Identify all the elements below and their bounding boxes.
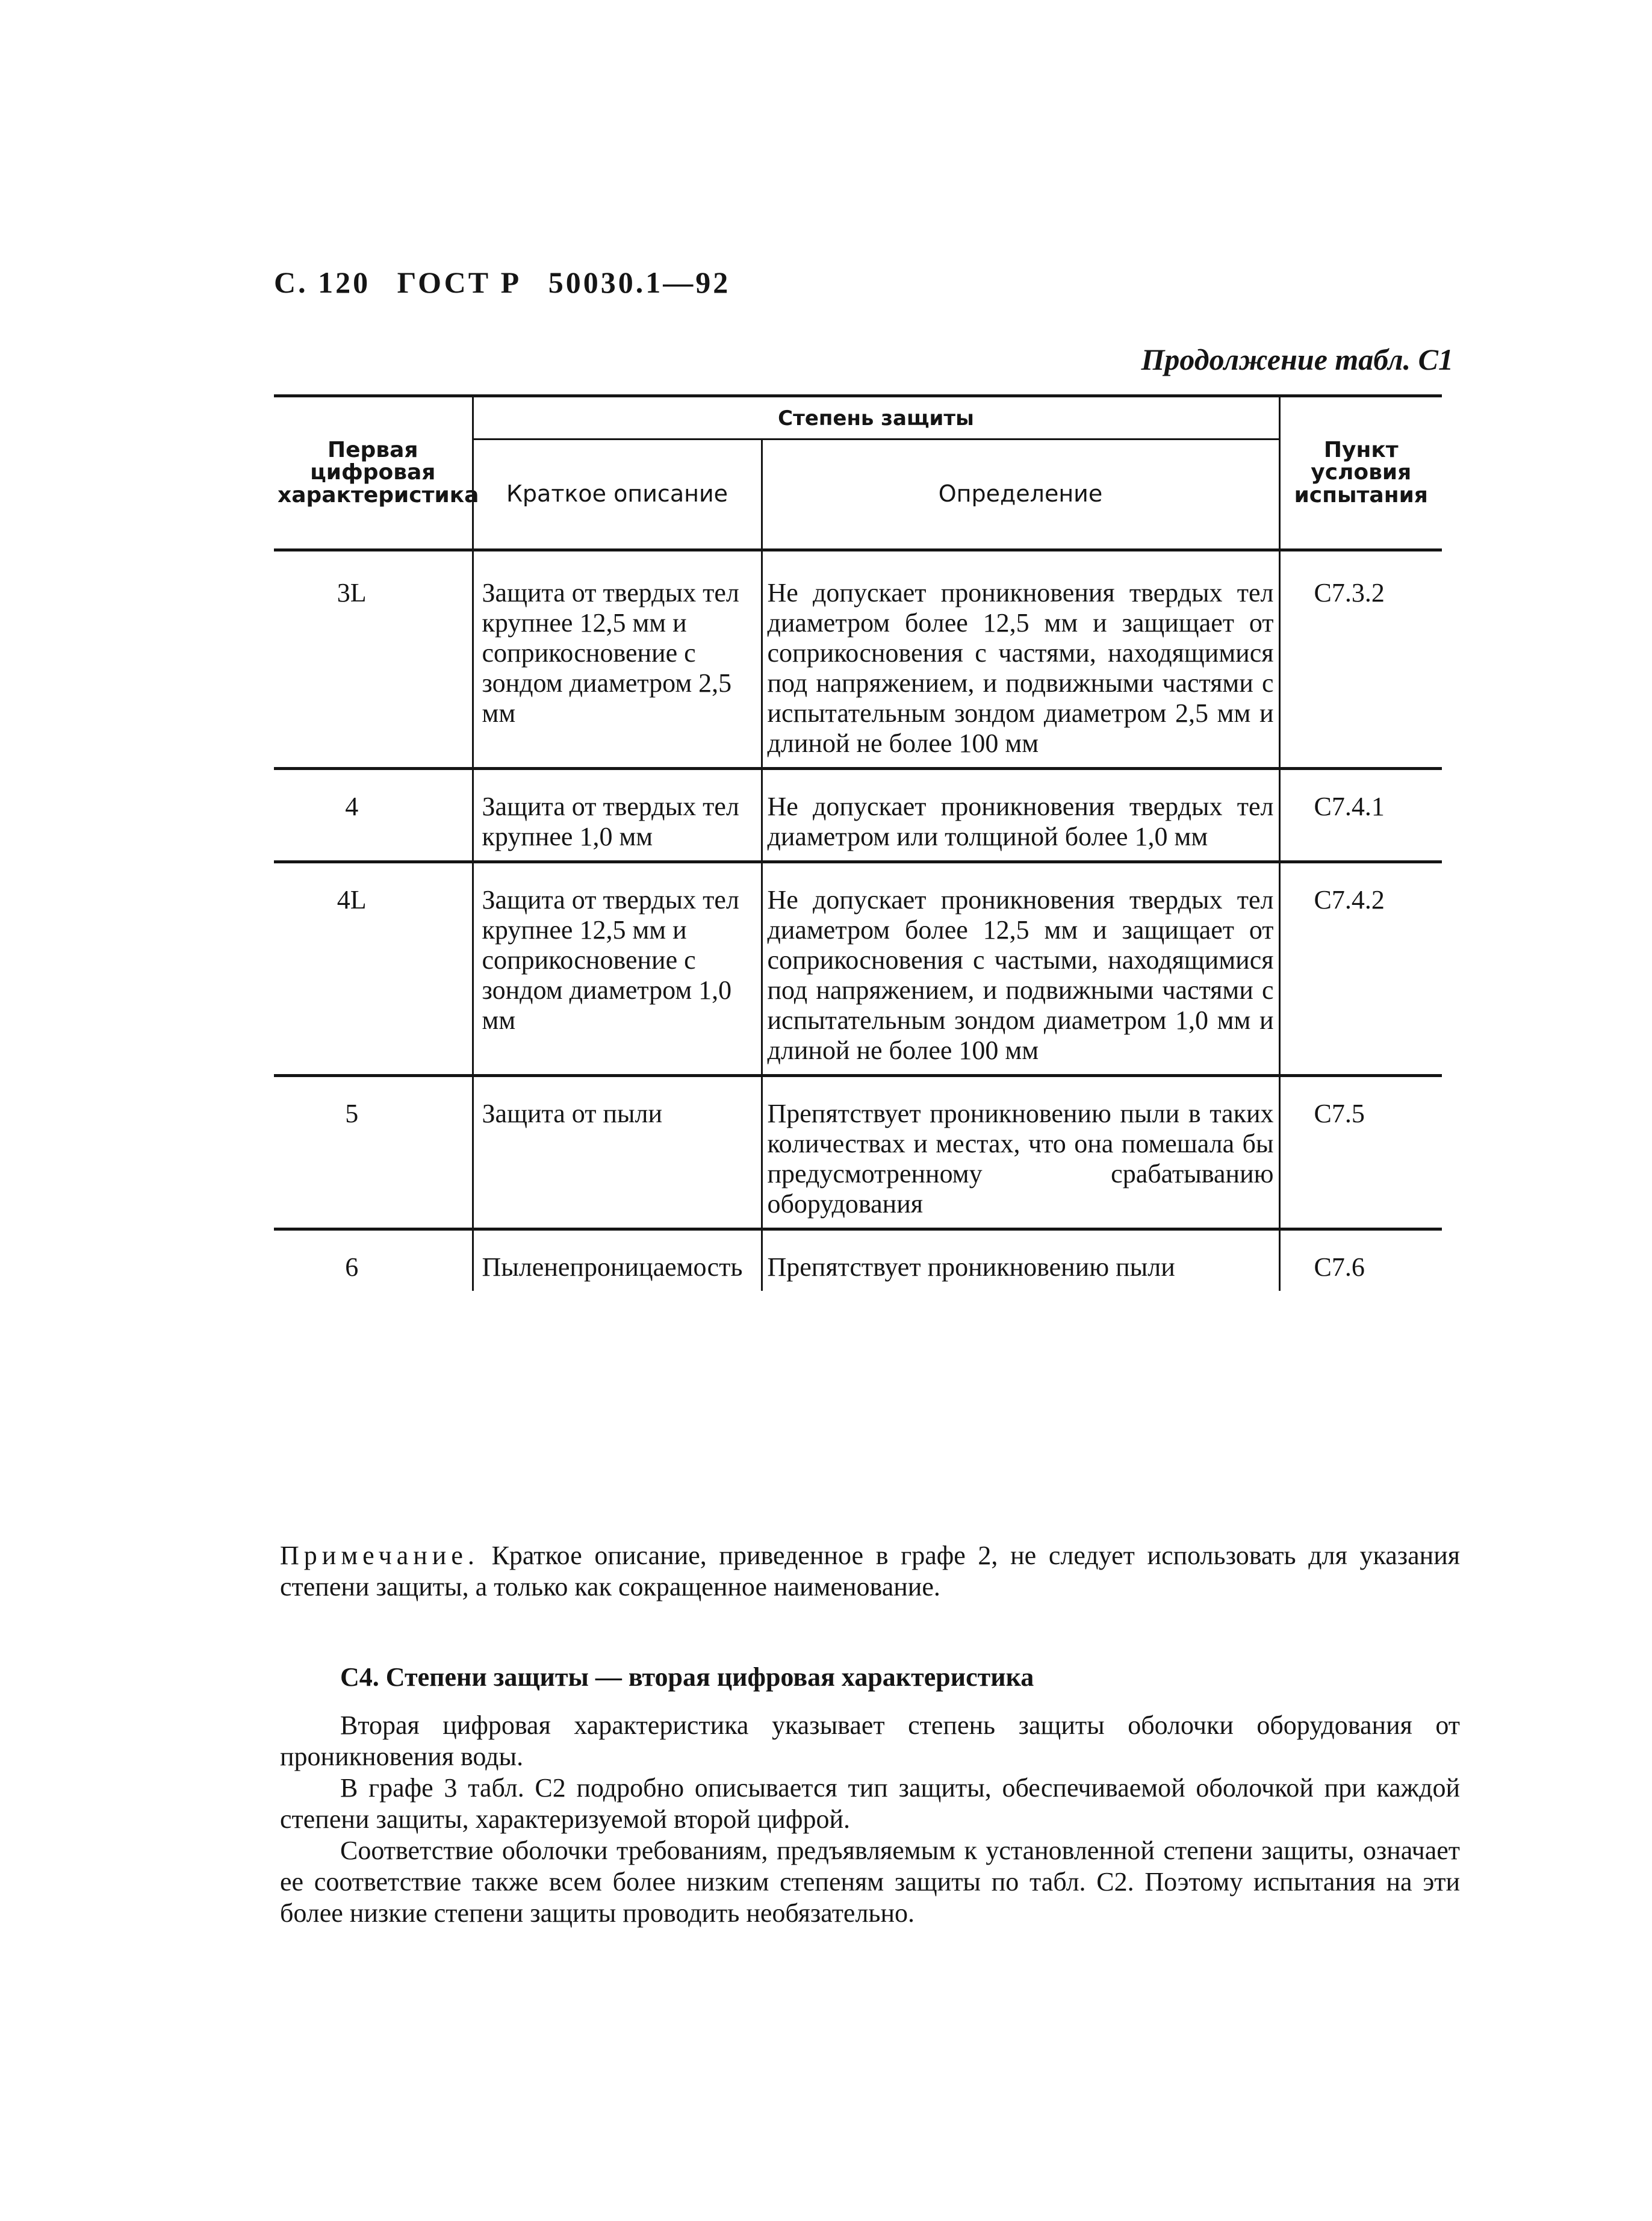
table-row <box>274 1229 1442 1291</box>
table-note <box>280 1540 1460 1603</box>
page-number: С. 120 <box>274 266 371 299</box>
cell-test-clause: С7.6 <box>1279 1229 1442 1291</box>
cell-test-clause: С7.4.2 <box>1279 862 1442 1075</box>
cell-definition: Не допускает проникновения твердых тел диаметром или толщиной более 1,0 мм <box>762 768 1279 862</box>
cell-code: 6 <box>274 1229 473 1291</box>
table-continuation-label: Продолжение табл. С1 <box>1141 343 1453 376</box>
standard-number: 50030.1—92 <box>548 266 731 299</box>
page-header <box>274 265 747 300</box>
paragraph: Соответствие оболочки требованиям, предъявляемым к установленной степени защиты, означает ее соответствие также всем более низким степеням защиты по табл. С2. Поэтому испытания на эти более низкие степени защиты проводить необязательно. <box>280 1836 1460 1928</box>
group-header-protection-degree: Степень защиты <box>473 396 1279 440</box>
cell-short-description: Защита от пыли <box>473 1075 762 1229</box>
cell-code: 4 <box>274 768 473 862</box>
cell-code: 5 <box>274 1075 473 1229</box>
col-header-first-digit: Первая цифровая характеристика <box>274 396 473 550</box>
cell-test-clause: С7.4.1 <box>1279 768 1442 862</box>
paragraph: Вторая цифровая характеристика указывает степень защиты оболочки оборудования от проникновения воды. <box>280 1710 1460 1771</box>
table-row <box>274 768 1442 862</box>
cell-short-description: Защита от твердых тел крупнее 1,0 мм <box>473 768 762 862</box>
cell-short-description: Пыленепроницаемость <box>473 1229 762 1291</box>
cell-code: 3L <box>274 550 473 768</box>
cell-definition: Препятствует проникновению пыли в таких количествах и местах, что она помешала бы предусмотренному срабатыванию оборудования <box>762 1075 1279 1229</box>
protection-degree-table <box>274 394 1442 1291</box>
table-row <box>274 862 1442 1075</box>
col-header-test-clause: Пункт условия испытания <box>1279 396 1442 550</box>
cell-code: 4L <box>274 862 473 1075</box>
cell-test-clause: С7.3.2 <box>1279 550 1442 768</box>
cell-short-description: Защита от твердых тел крупнее 12,5 мм и соприкосновение с зондом диаметром 1,0 мм <box>473 862 762 1075</box>
note-label: Примечание. <box>280 1541 479 1570</box>
cell-short-description: Защита от твердых тел крупнее 12,5 мм и соприкосновение с зондом диаметром 2,5 мм <box>473 550 762 768</box>
standard-label: ГОСТ Р <box>397 266 522 299</box>
table-row <box>274 1075 1442 1229</box>
col-header-definition: Определение <box>762 439 1279 550</box>
cell-definition: Препятствует проникновению пыли <box>762 1229 1279 1291</box>
col-header-short-description: Краткое описание <box>473 439 762 550</box>
cell-definition: Не допускает проникновения твердых тел диаметром более 12,5 мм и защищает от соприкосновения с частыми, находящимися под напряжением, и подвижными частями с испытательным зондом диаметром 1,0 мм и длиной не более 100 мм <box>762 862 1279 1075</box>
cell-test-clause: С7.5 <box>1279 1075 1442 1229</box>
section-heading: С4. Степени защиты — вторая цифровая характеристика <box>340 1662 1034 1692</box>
table-row <box>274 550 1442 768</box>
note-text: Краткое описание, приведенное в графе 2, не следует использовать для указания степени защиты, а только как сокращенное наименование. <box>280 1541 1460 1601</box>
cell-definition: Не допускает проникновения твердых тел диаметром более 12,5 мм и защищает от соприкосновения с частями, находящимися под напряжением, и подвижными частями с испытательным зондом диаметром 2,5 мм и длиной не более 100 мм <box>762 550 1279 768</box>
paragraph: В графе 3 табл. С2 подробно описывается тип защиты, обеспечиваемой оболочкой при каждой степени защиты, характеризуемой второй цифрой. <box>280 1773 1460 1834</box>
